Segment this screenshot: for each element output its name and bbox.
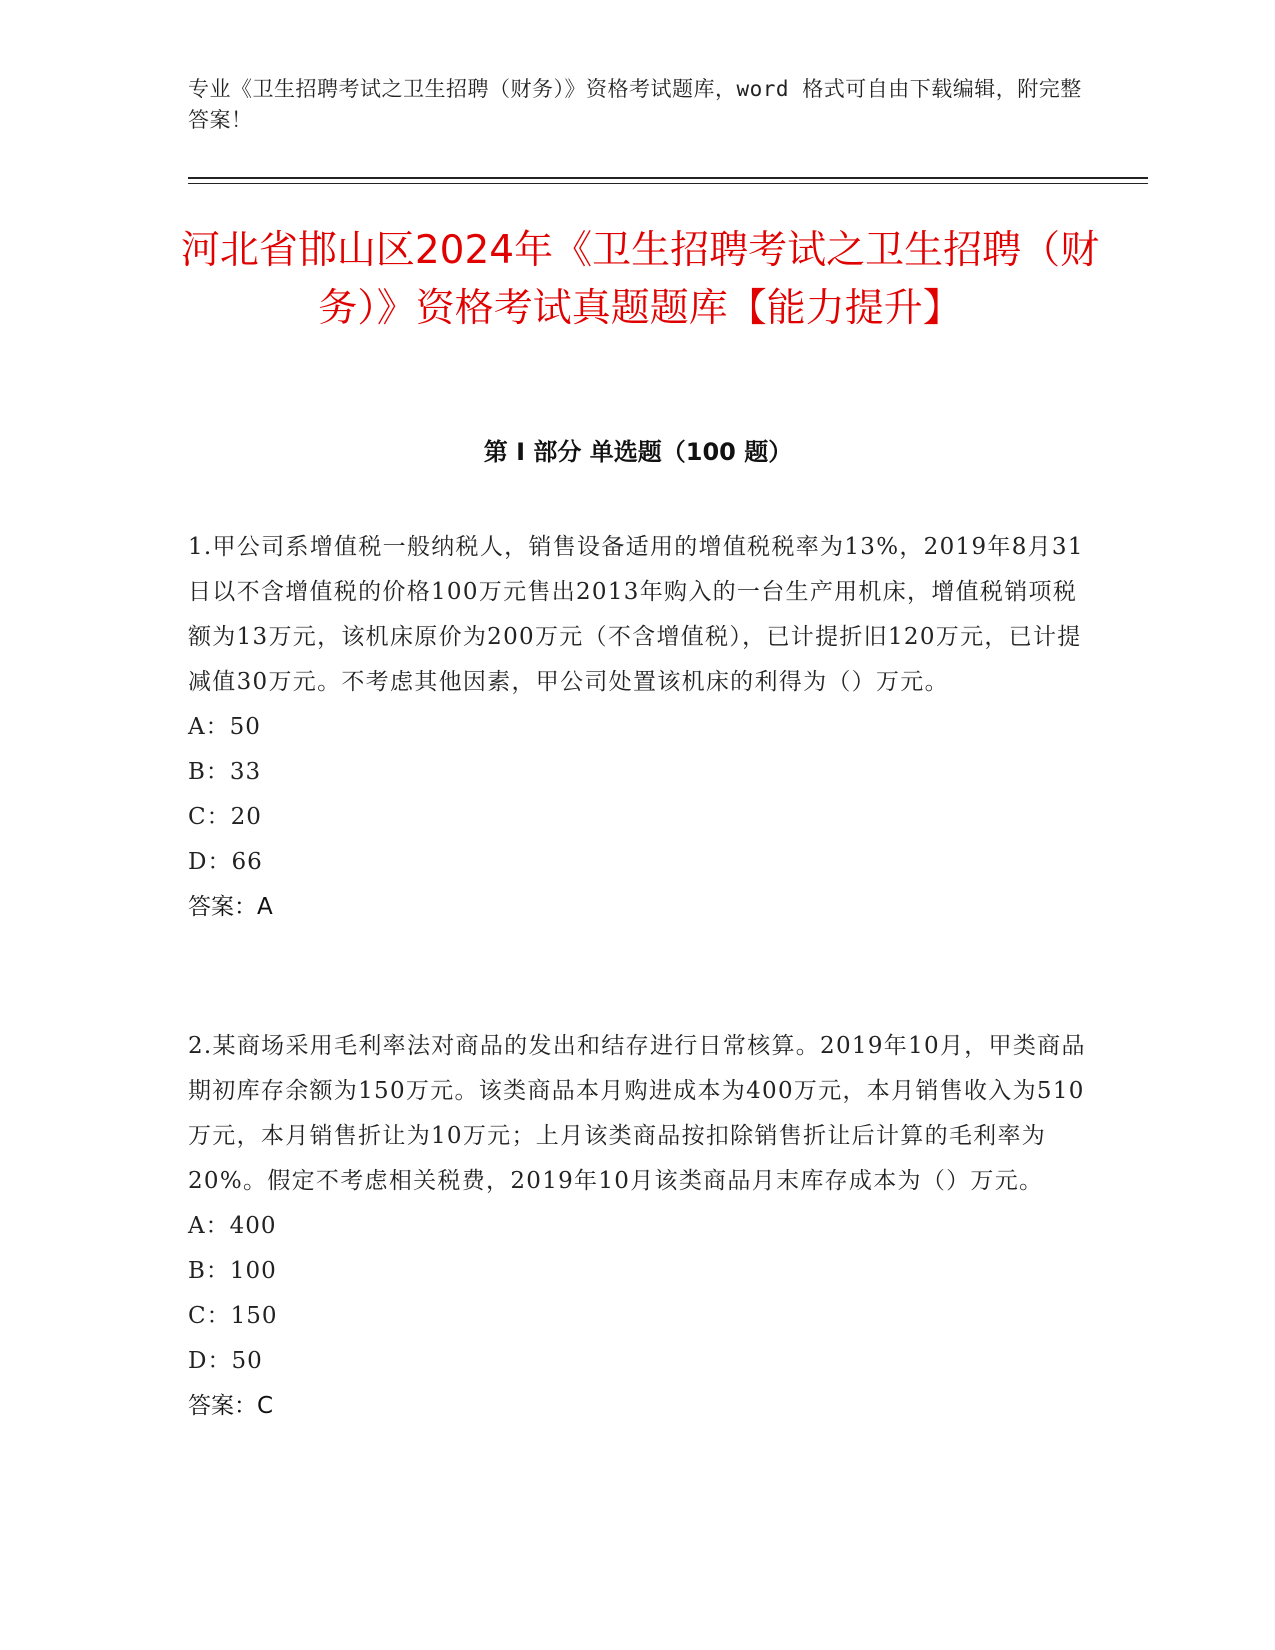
option-c: C：20	[188, 804, 262, 830]
option-b: B：33	[188, 759, 262, 785]
answer: 答案：A	[188, 894, 273, 920]
question-1	[188, 525, 1088, 930]
option-a: A：50	[188, 714, 261, 740]
question-2	[188, 1024, 1088, 1429]
header-rule-thick	[188, 177, 1148, 179]
option-c: C：150	[188, 1303, 278, 1329]
section-title: 第 I 部分 单选题（100 题）	[483, 438, 793, 466]
question-stem: 2.某商场采用毛利率法对商品的发出和结存进行日常核算。2019年10月，甲类商品期初库存余额为150万元。该类商品本月购进成本为400万元，本月销售收入为510万元，本月销售折让为10万元；上月该类商品按扣除销售折让后计算的毛利率为20%。假定不考虑相关税费，2019年10月该类商品月末库存成本为（）万元。	[188, 1033, 1086, 1194]
answer: 答案：C	[188, 1393, 274, 1419]
option-b: B：100	[188, 1258, 277, 1284]
header-note: 专业《卫生招聘考试之卫生招聘（财务）》资格考试题库，word 格式可自由下载编辑，附完整答案！	[188, 77, 1082, 132]
document-title: 河北省邯山区2024年《卫生招聘考试之卫生招聘（财务）》资格考试真题题库【能力提升】	[180, 228, 1100, 331]
option-d: D：66	[188, 849, 263, 875]
header-rule-thin	[188, 183, 1148, 184]
question-stem: 1.甲公司系增值税一般纳税人，销售设备适用的增值税税率为13%，2019年8月31日以不含增值税的价格100万元售出2013年购入的一台生产用机床，增值税销项税额为13万元，该机床原价为200万元（不含增值税），已计提折旧120万元，已计提减值30万元。不考虑其他因素，甲公司处置该机床的利得为（）万元。	[188, 534, 1084, 695]
option-a: A：400	[188, 1213, 277, 1239]
option-d: D：50	[188, 1348, 263, 1374]
